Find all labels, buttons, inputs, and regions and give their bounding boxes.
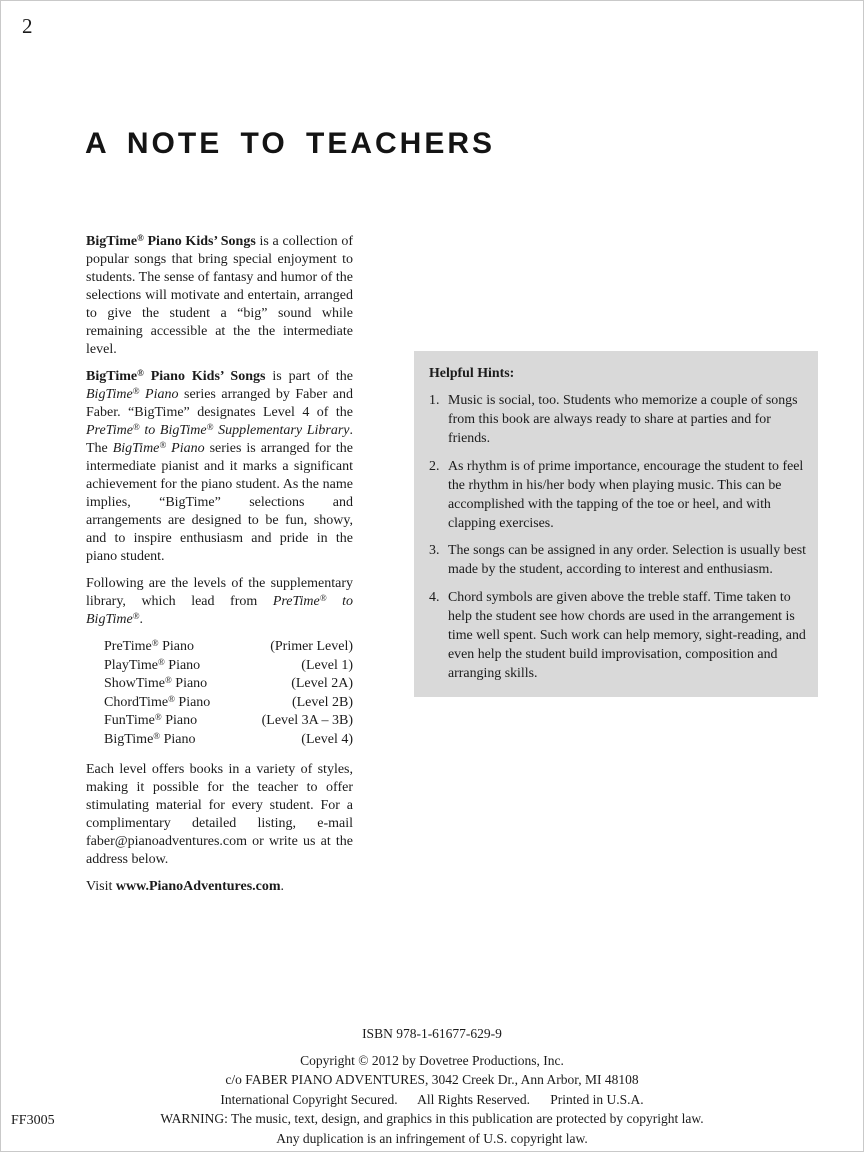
text-run: BigTime: [104, 731, 154, 747]
text-run: Piano: [161, 713, 198, 729]
styles-paragraph: [86, 761, 353, 869]
text-run: BigTime: [86, 387, 133, 402]
text-run: series is arranged for the intermediate pianist and it marks a significant achievement for the piano student. As the name implies, “BigTime” selections and arrangements are designed to be fun, showy, and to inspire enthusiasm and pride in the piano student.: [86, 441, 354, 564]
registered-mark: ®: [132, 611, 140, 621]
hint-number: 2.: [429, 458, 440, 474]
hint-text: Music is social, too. Students who memorize a couple of songs from this book are always ready to share at parties and for friends.: [448, 393, 798, 446]
level-row: [104, 675, 353, 694]
registered-mark: ®: [153, 730, 161, 741]
hint-item: [429, 391, 806, 448]
text-run: Each level offers books in a variety of styles, making it possible for the teacher to offer stimulating material for every student. For a complimentary detailed listing, e-mail faber@pianoadventures.com or write us at the address below.: [86, 761, 353, 867]
hint-item: [429, 541, 806, 579]
level-row: [104, 731, 353, 750]
level-value: (Primer Level): [270, 639, 353, 654]
hint-number: 1.: [429, 393, 440, 408]
hint-item: [429, 588, 806, 683]
text-run: Piano: [160, 731, 196, 747]
text-run: Visit: [86, 878, 116, 894]
helpful-hints-box: [414, 351, 818, 697]
isbn-line: ISBN 978-1-61677-629-9: [362, 1026, 502, 1041]
footer-line: Any duplication is an infringement of U.S. copyright law.: [276, 1130, 588, 1146]
hint-number: 3.: [429, 543, 440, 558]
text-run: ChordTime: [104, 694, 169, 710]
registered-mark: ®: [319, 593, 327, 603]
main-text-column: [86, 233, 353, 905]
text-run: Following are the levels of the supplementary library, which lead from: [86, 576, 353, 609]
catalog-number: FF3005: [11, 1113, 55, 1128]
hint-item: [429, 457, 806, 533]
hints-heading: Helpful Hints:: [429, 366, 515, 381]
text-run: to BigTime: [86, 594, 354, 627]
text-run: PlayTime: [104, 657, 158, 673]
registered-mark: ®: [132, 386, 140, 396]
copyright-footer: [1, 1024, 863, 1148]
hint-text: Chord symbols are given above the treble staff. Time taken to help the student see how chords are used in the arrangement is time well spent. Such work can help memory, sight-reading, and even help the student build improvisation, composition and arranging skills.: [448, 589, 806, 681]
registered-mark: ®: [132, 422, 140, 432]
registered-mark: ®: [157, 656, 165, 667]
level-list: [104, 638, 353, 750]
text-run: FunTime: [104, 713, 155, 729]
text-run: Piano: [158, 639, 194, 654]
registered-mark: ®: [137, 233, 144, 243]
footer-line: International Copyright Secured. All Rights Reserved. Printed in U.S.A.: [220, 1091, 644, 1107]
level-name: [104, 657, 200, 676]
footer-line: Copyright © 2012 by Dovetree Productions, Inc.: [300, 1052, 564, 1068]
text-run: Piano: [166, 441, 205, 456]
footer-line: WARNING: The music, text, design, and graphics in this publication are protected by copyright law.: [160, 1111, 704, 1126]
level-name: [104, 712, 197, 731]
text-run: BigTime: [86, 234, 138, 249]
text-run: Supplementary Library: [213, 423, 350, 438]
registered-mark: ®: [159, 440, 167, 450]
text-run: BigTime: [86, 369, 138, 384]
text-run: Piano Kids’ Songs: [143, 369, 266, 384]
text-run: is part of the: [265, 369, 353, 384]
text-run: Piano: [171, 676, 208, 692]
text-run: www.PianoAdventures.com: [115, 878, 281, 894]
level-row: [104, 694, 353, 713]
level-value: (Level 4): [301, 731, 353, 747]
level-name: [104, 638, 194, 657]
level-name: [104, 731, 196, 750]
level-value: (Level 2B): [291, 694, 353, 710]
footer-line: c/o FABER PIANO ADVENTURES, 3042 Creek Dr., Ann Arbor, MI 48108: [225, 1072, 639, 1087]
registered-mark: ®: [151, 638, 159, 648]
text-run: Piano: [174, 694, 211, 710]
text-run: .: [139, 612, 144, 627]
registered-mark: ®: [154, 712, 162, 723]
text-run: Piano: [139, 387, 179, 402]
registered-mark: ®: [206, 422, 214, 432]
text-run: PreTime: [86, 423, 133, 438]
text-run: .: [280, 878, 285, 894]
intro-paragraph: [86, 233, 353, 359]
text-run: series arranged by Faber and Faber. “BigTime” designates Level 4 of the: [86, 387, 353, 420]
text-run: ShowTime: [104, 676, 165, 692]
level-row: [104, 712, 353, 731]
levels-intro-paragraph: [86, 575, 353, 629]
level-name: [104, 694, 210, 713]
page-title: A NOTE TO TEACHERS: [85, 127, 496, 160]
level-value: (Level 2A): [291, 676, 353, 692]
level-row: [104, 657, 353, 676]
series-paragraph: [86, 368, 353, 566]
level-row: [104, 638, 353, 657]
registered-mark: ®: [137, 368, 144, 378]
page-number: 2: [22, 14, 33, 38]
hints-list: [429, 391, 806, 683]
level-value: (Level 3A – 3B): [261, 713, 353, 729]
text-run: . The: [86, 423, 353, 456]
text-run: is a collection of popular songs that bring special enjoyment to students. The sense of fantasy and humor of the selections will motivate and entertain, arranged to give the student a “big” sound while remaining accessible at the the intermediate level.: [86, 234, 353, 357]
hint-number: 4.: [429, 589, 440, 605]
copyright-lines: [1, 1051, 863, 1149]
text-run: PreTime: [104, 639, 152, 654]
text-run: Piano: [164, 657, 201, 673]
text-run: BigTime: [112, 441, 160, 456]
text-run: to BigTime: [139, 423, 207, 438]
level-name: [104, 675, 207, 694]
registered-mark: ®: [164, 675, 172, 686]
text-run: Piano Kids’ Songs: [143, 234, 256, 249]
hint-text: As rhythm is of prime importance, encourage the student to feel the rhythm in his/her body when playing music. This can be accomplished with the tapping of the toe or heel, and with clapping exercises.: [448, 458, 804, 531]
hint-text: The songs can be assigned in any order. Selection is usually best made by the student, according to interest and enthusiasm.: [448, 543, 806, 577]
level-value: (Level 1): [301, 657, 353, 673]
registered-mark: ®: [168, 693, 175, 704]
text-run: PreTime: [272, 594, 320, 609]
visit-paragraph: [86, 878, 353, 896]
